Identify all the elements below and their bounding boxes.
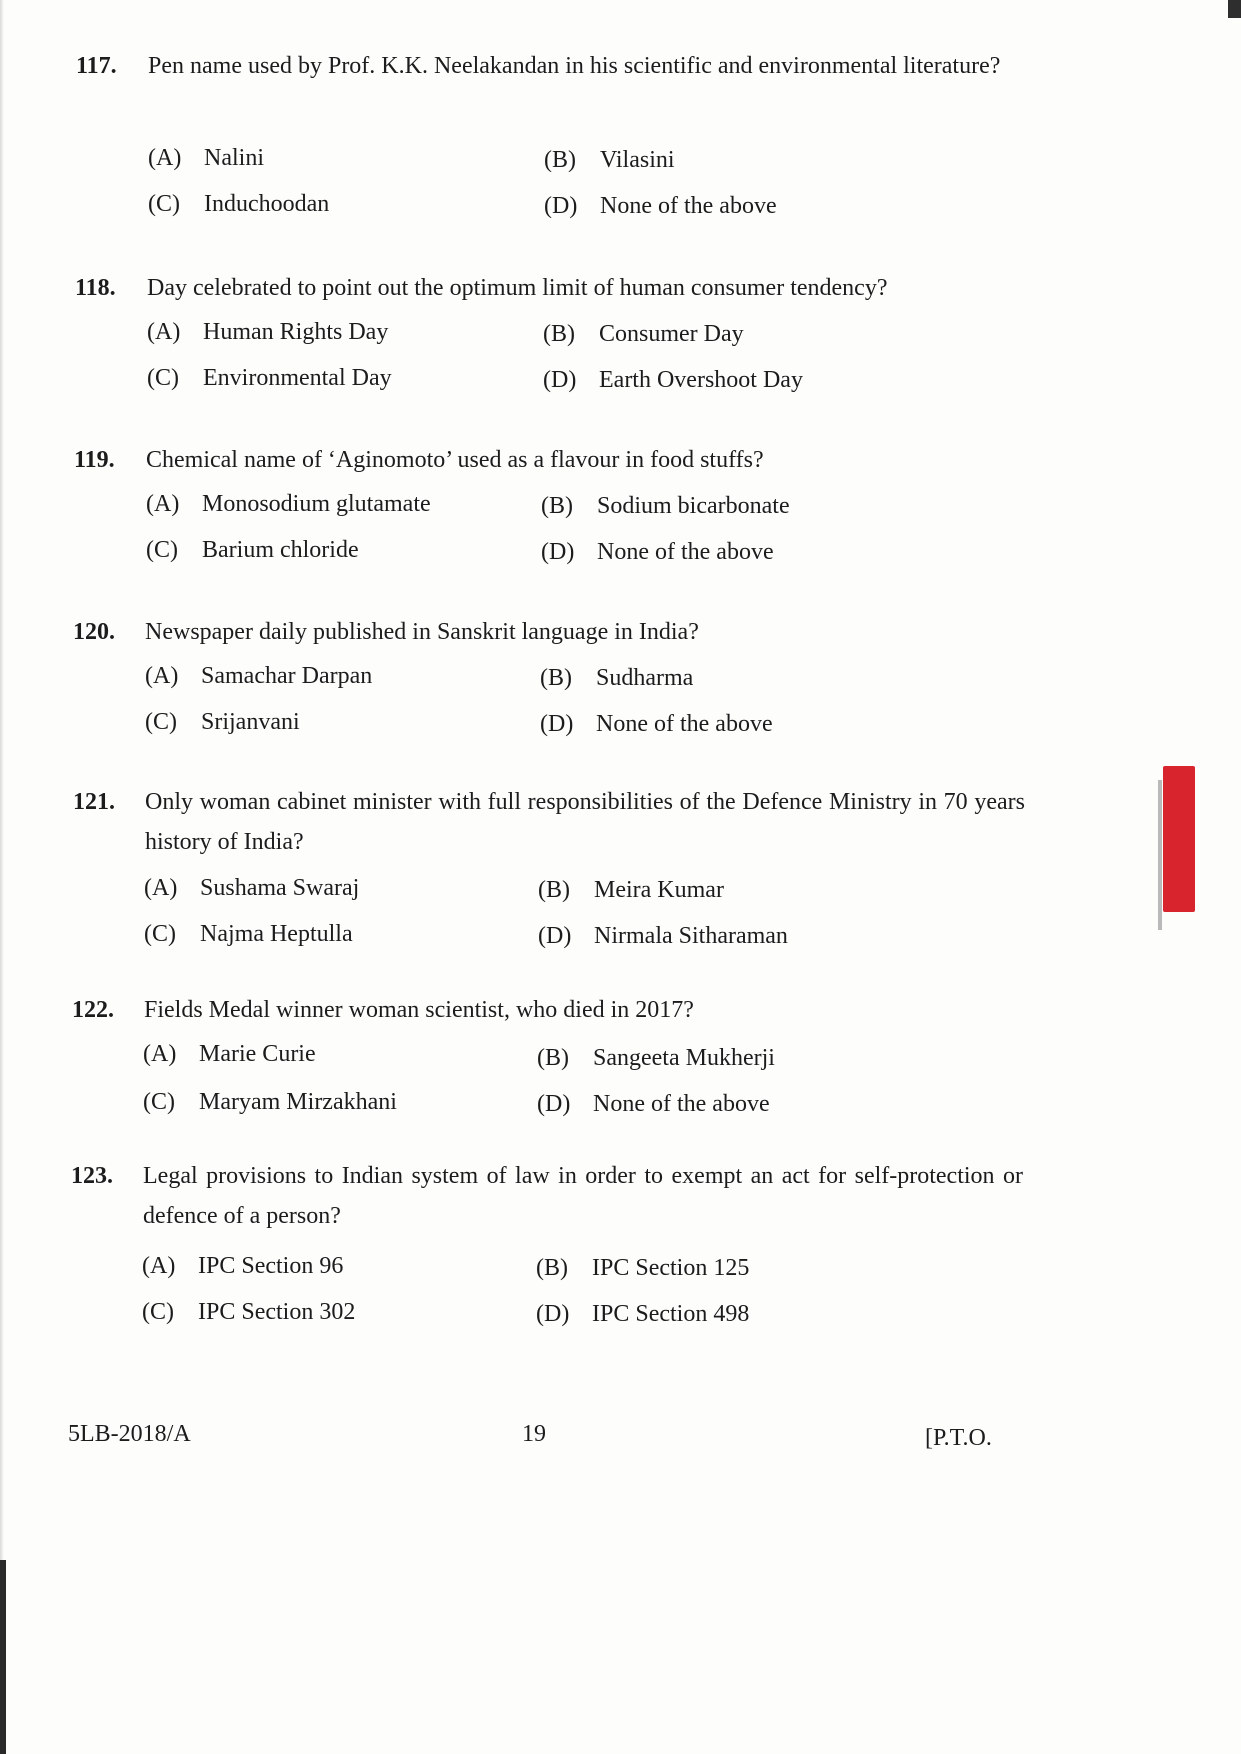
- option-letter: (B): [541, 493, 573, 519]
- option-b: [544, 144, 675, 176]
- option-text: None of the above: [600, 193, 777, 219]
- option-letter: (D): [536, 1301, 570, 1327]
- option-letter: (C): [148, 191, 180, 217]
- option-d: [543, 364, 803, 396]
- option-text: None of the above: [597, 539, 774, 565]
- question-text: Chemical name of ‘Aginomoto’ used as a flavour in food stuffs?: [146, 447, 764, 473]
- option-text: Srijanvani: [201, 709, 300, 735]
- option-d: [538, 920, 788, 952]
- option-letter: (B): [543, 321, 575, 347]
- option-b: [536, 1252, 749, 1284]
- option-letter: (C): [143, 1089, 175, 1115]
- option-c: [146, 534, 359, 566]
- option-text: Najma Heptulla: [200, 921, 353, 947]
- option-text: None of the above: [596, 711, 773, 737]
- option-a: [144, 872, 359, 904]
- question-123: [71, 1156, 1031, 1336]
- option-text: IPC Section 96: [198, 1253, 344, 1279]
- option-b: [537, 1042, 775, 1074]
- option-text: Samachar Darpan: [201, 663, 373, 689]
- option-b: [543, 318, 744, 350]
- option-letter: (A): [146, 491, 180, 517]
- question-number: 118.: [75, 275, 116, 301]
- option-letter: (D): [540, 711, 574, 737]
- option-text: Nalini: [204, 145, 264, 171]
- option-text: Meira Kumar: [594, 877, 724, 903]
- option-text: Maryam Mirzakhani: [199, 1089, 397, 1115]
- option-letter: (A): [148, 145, 182, 171]
- please-turn-over: [P.T.O.: [925, 1425, 992, 1451]
- option-text: IPC Section 302: [198, 1299, 356, 1325]
- scan-edge-right-top: [1228, 0, 1241, 18]
- option-d: [540, 708, 773, 740]
- question-text: Legal provisions to Indian system of law in order to exempt an act for self-protection or defence of a person?: [143, 1163, 1023, 1229]
- option-letter: (D): [537, 1091, 571, 1117]
- option-a: [142, 1250, 343, 1282]
- question-text: Pen name used by Prof. K.K. Neelakandan in his scientific and environmental literature?: [148, 53, 1001, 79]
- option-letter: (D): [541, 539, 575, 565]
- option-text: Environmental Day: [203, 365, 392, 391]
- option-letter: (C): [145, 709, 177, 735]
- option-letter: (D): [538, 923, 572, 949]
- question-text: Only woman cabinet minister with full responsibilities of the Defence Ministry in 70 years history of India?: [145, 789, 1025, 855]
- option-text: IPC Section 498: [592, 1301, 750, 1327]
- option-letter: (A): [142, 1253, 176, 1279]
- option-text: Nirmala Sitharaman: [594, 923, 788, 949]
- option-c: [145, 706, 300, 738]
- option-letter: (C): [146, 537, 178, 563]
- question-122: [72, 990, 1032, 1120]
- option-c: [143, 1086, 397, 1118]
- question-121: [73, 782, 1033, 962]
- question-number: 121.: [73, 789, 115, 815]
- question-number: 123.: [71, 1163, 113, 1189]
- option-b: [541, 490, 790, 522]
- paper-code: 5LB-2018/A: [68, 1421, 191, 1447]
- option-letter: (A): [145, 663, 179, 689]
- option-text: Barium chloride: [202, 537, 359, 563]
- option-text: Sudharma: [596, 665, 694, 691]
- option-letter: (A): [143, 1041, 177, 1067]
- question-118: [75, 268, 1035, 398]
- question-text: Newspaper daily published in Sanskrit language in India?: [145, 619, 699, 645]
- option-letter: (B): [540, 665, 572, 691]
- side-tab-marker: [1163, 766, 1195, 912]
- option-text: Vilasini: [600, 147, 675, 173]
- option-text: None of the above: [593, 1091, 770, 1117]
- question-119: [74, 440, 1034, 570]
- option-d: [537, 1088, 770, 1120]
- option-letter: (B): [537, 1045, 569, 1071]
- option-text: Sushama Swaraj: [200, 875, 360, 901]
- question-number: 117.: [76, 53, 117, 79]
- option-text: Sangeeta Mukherji: [593, 1045, 775, 1071]
- option-c: [144, 918, 353, 950]
- option-letter: (A): [147, 319, 181, 345]
- option-letter: (C): [144, 921, 176, 947]
- option-b: [540, 662, 693, 694]
- option-d: [544, 190, 777, 222]
- option-text: Sodium bicarbonate: [597, 493, 790, 519]
- page-number: 19: [522, 1421, 546, 1447]
- option-letter: (B): [536, 1255, 568, 1281]
- question-120: [73, 612, 1033, 742]
- option-letter: (C): [142, 1299, 174, 1325]
- option-a: [147, 316, 388, 348]
- option-c: [142, 1296, 355, 1328]
- question-number: 120.: [73, 619, 115, 645]
- option-a: [143, 1038, 316, 1070]
- option-d: [536, 1298, 749, 1330]
- scan-edge-left-dark: [0, 1560, 6, 1754]
- scan-edge-left: [0, 0, 4, 1754]
- question-text: Day celebrated to point out the optimum limit of human consumer tendency?: [147, 275, 888, 301]
- option-a: [146, 488, 431, 520]
- option-letter: (B): [544, 147, 576, 173]
- question-117: [76, 46, 1036, 219]
- option-letter: (D): [543, 367, 577, 393]
- option-text: Induchoodan: [204, 191, 330, 217]
- option-a: [148, 142, 264, 174]
- option-text: Human Rights Day: [203, 319, 389, 345]
- question-text: Fields Medal winner woman scientist, who died in 2017?: [144, 997, 694, 1023]
- option-d: [541, 536, 774, 568]
- option-letter: (D): [544, 193, 578, 219]
- option-text: Monosodium glutamate: [202, 491, 431, 517]
- option-text: IPC Section 125: [592, 1255, 750, 1281]
- option-letter: (A): [144, 875, 178, 901]
- option-b: [538, 874, 724, 906]
- option-c: [147, 362, 392, 394]
- question-number: 122.: [72, 997, 114, 1023]
- question-number: 119.: [74, 447, 115, 473]
- option-letter: (C): [147, 365, 179, 391]
- side-tab-shadow: [1158, 780, 1162, 930]
- option-text: Marie Curie: [199, 1041, 316, 1067]
- option-c: [148, 188, 329, 220]
- option-letter: (B): [538, 877, 570, 903]
- option-a: [145, 660, 372, 692]
- option-text: Consumer Day: [599, 321, 744, 347]
- option-text: Earth Overshoot Day: [599, 367, 803, 393]
